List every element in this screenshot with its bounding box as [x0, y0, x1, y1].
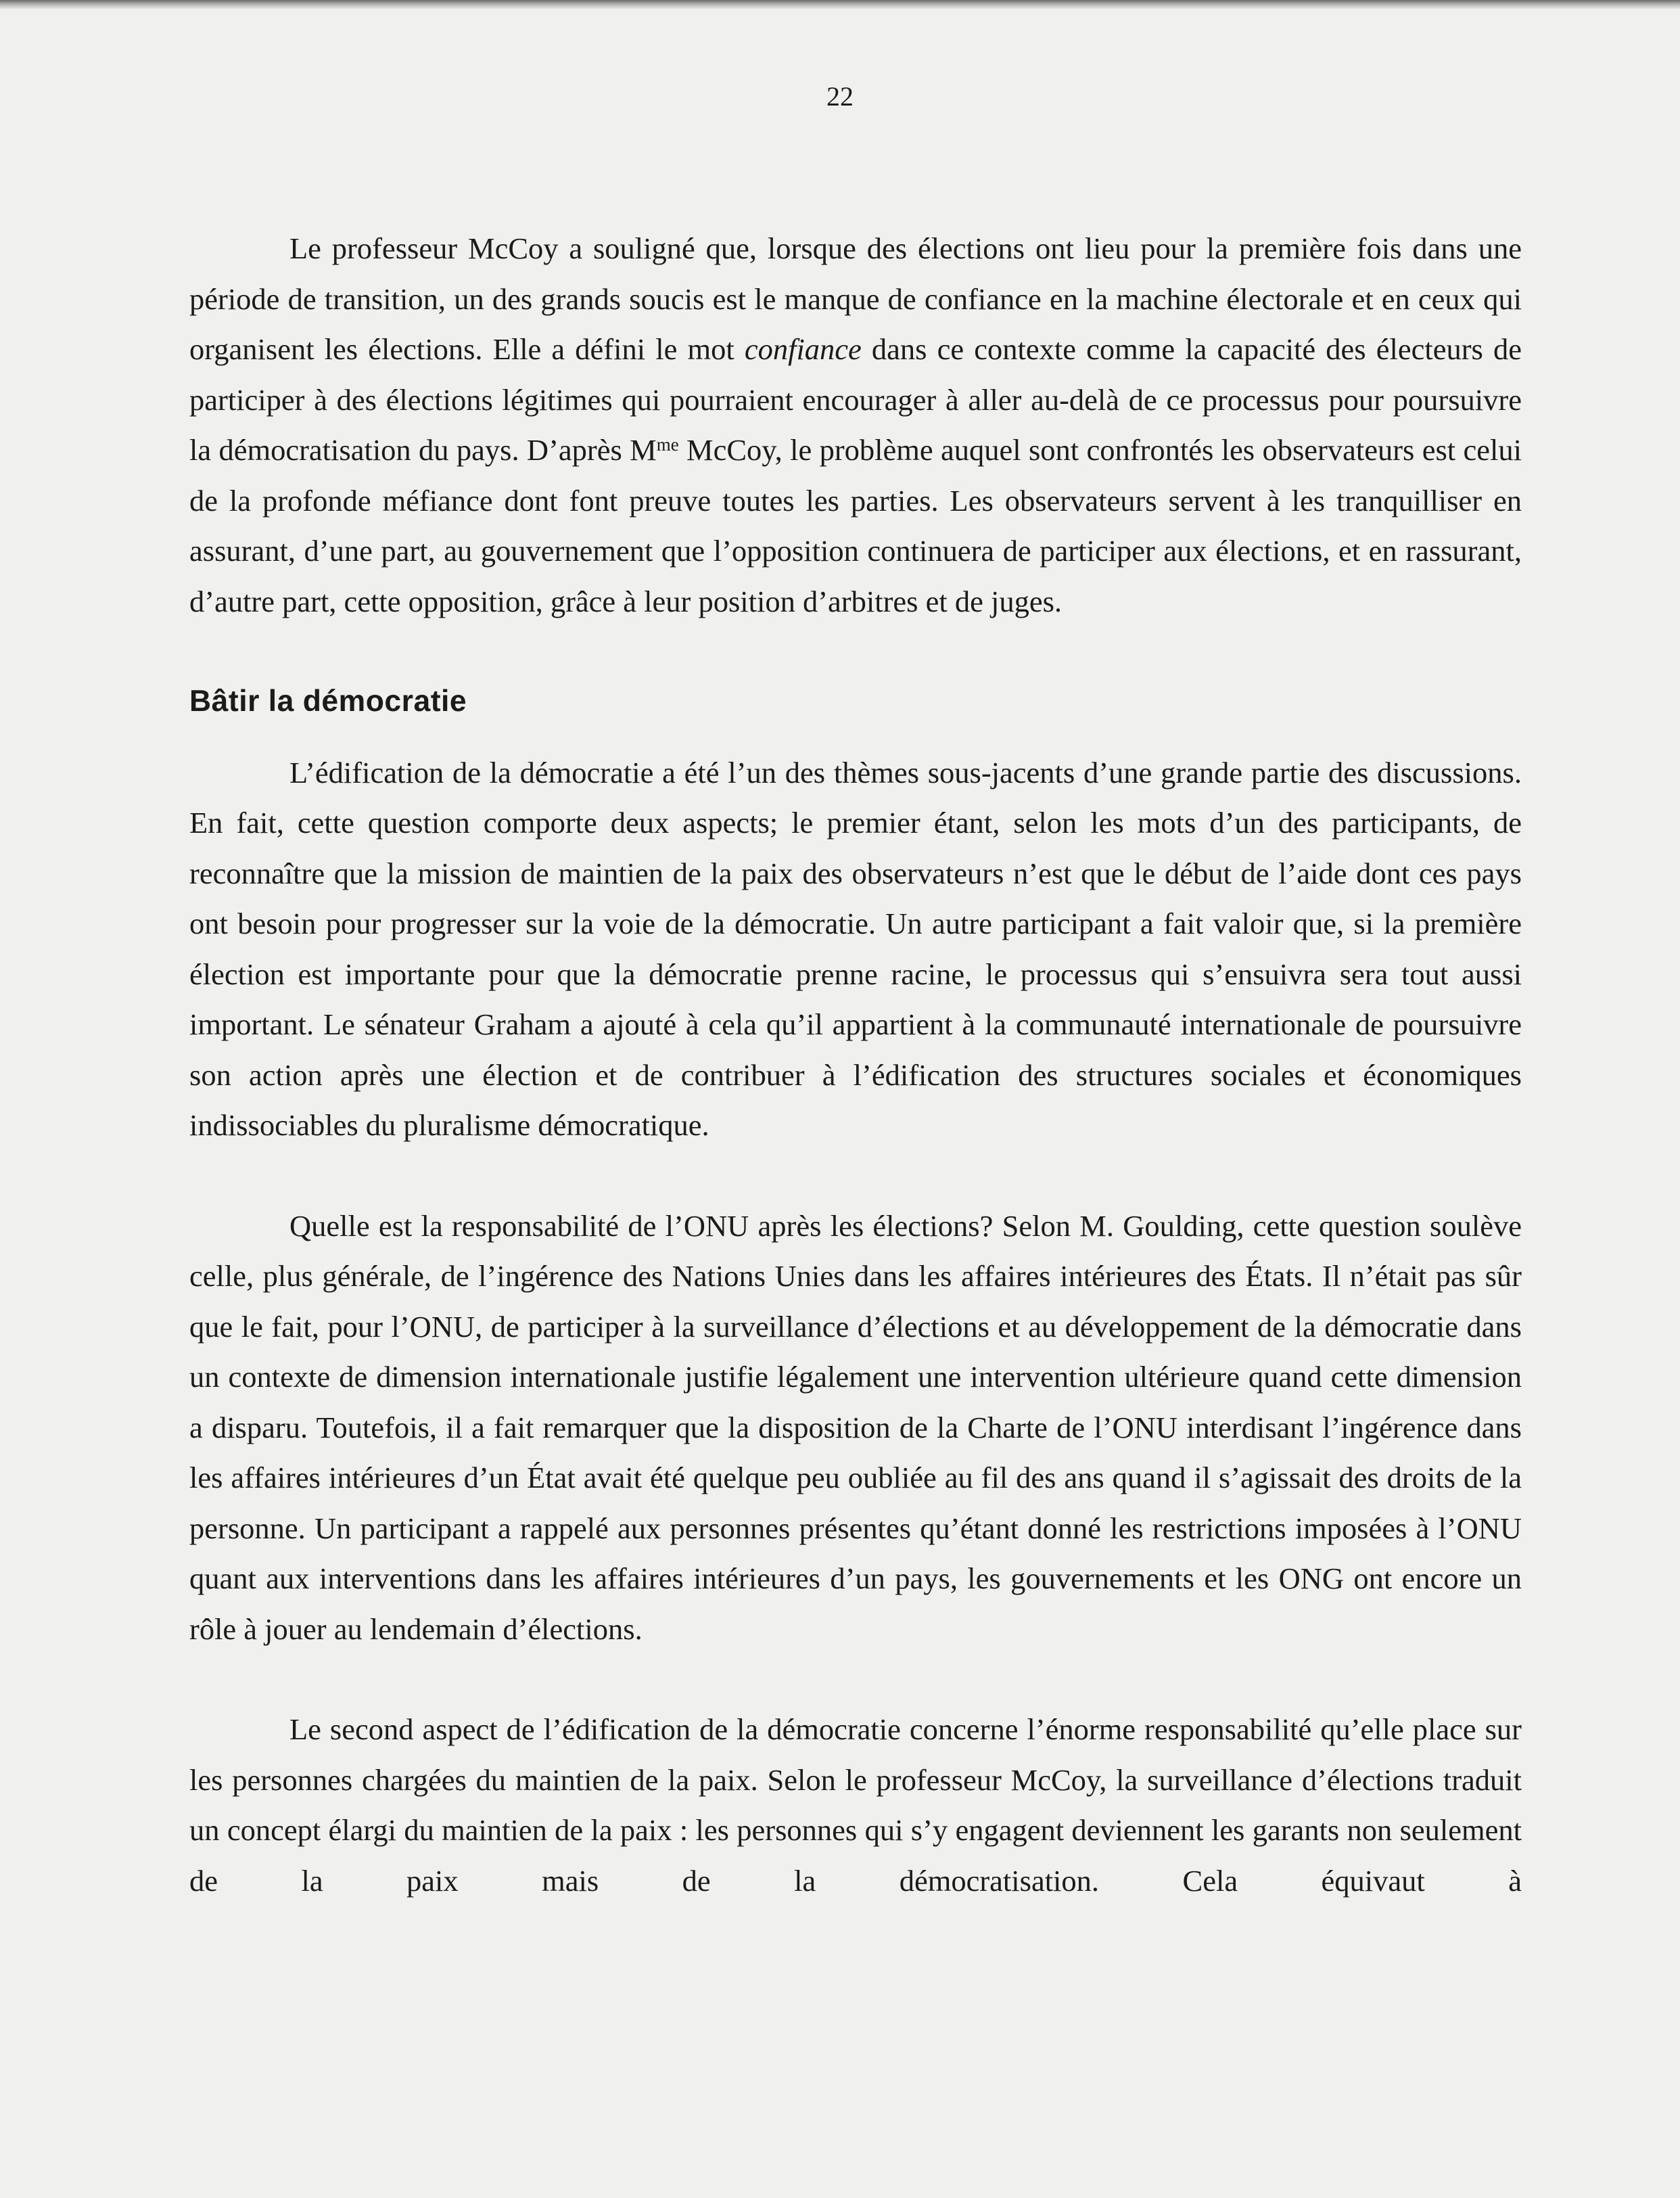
section-heading: Bâtir la démocratie — [189, 685, 467, 718]
superscript-title: me — [656, 434, 679, 455]
paragraph-second-aspect: Le second aspect de l’édification de la démocratie concerne l’énorme responsabilité qu’elle place sur les personnes chargées du maintien de la paix. Selon le professeur McCoy, la surveillance d’élections traduit un concept élargi du maintien de la paix : les personnes qui s’y engagent deviennent les garants non seulement de la paix mais de la démocratisation. Cela équivaut à — [189, 1712, 1522, 1898]
page-number: 22 — [826, 81, 854, 112]
paragraph-text: dans ce contexte comme la capacité des électeurs de participer à des élections légitimes qui pourraient encourager à aller au-delà de ce processus pour poursuivre la démocratisation du pays. D’après M — [189, 332, 1522, 467]
paragraph-text: Le professeur McCoy a souligné que, lorsque des élections ont lieu pour la première fois dans une période de transition, un des grands soucis est le manque de confiance en la machine électorale et en ceux qui organisent les élections. Elle a défini le mot — [189, 231, 1522, 366]
paragraph-text: McCoy, le problème auquel sont confrontés les observateurs est celui de la profonde méfiance dont font preuve toutes les parties. Les observateurs servent à les tranquilliser en assurant, d’une part, au gouvernement que l’opposition continuera de participer aux élections, et en rassurant, d’autre part, cette opposition, grâce à leur position d’arbitres et de juges. — [189, 433, 1522, 618]
body-text — [189, 223, 1522, 1906]
italic-term: confiance — [744, 332, 862, 366]
paragraph-building-democracy: L’édification de la démocratie a été l’un des thèmes sous-jacents d’une grande partie des discussions. En fait, cette question comporte deux aspects; le premier étant, selon les mots d’un des participants, de reconnaître que la mission de maintien de la paix des observateurs n’est que le début de l’aide dont ces pays ont besoin pour progresser sur la voie de la démocratie. Un autre participant a fait valoir que, si la première élection est importante pour que la démocratie prenne racine, le processus qui s’ensuivra sera tout aussi important. Le sénateur Graham a ajouté à cela qu’il appartient à la communauté internationale de poursuivre son action après une élection et de contribuer à l’édification des structures sociales et économiques indissociables du pluralisme démocratique. — [189, 755, 1522, 1142]
paragraph-mccoy-confidence — [189, 223, 1522, 626]
page-top-edge — [0, 0, 1680, 9]
paragraph-un-responsibility: Quelle est la responsabilité de l’ONU après les élections? Selon M. Goulding, cette question soulève celle, plus générale, de l’ingérence des Nations Unies dans les affaires intérieures des États. Il n’était pas sûr que le fait, pour l’ONU, de participer à la surveillance d’élections et au développement de la démocratie dans un contexte de dimension internationale justifie légalement une intervention ultérieure quand cette dimension a disparu. Toutefois, il a fait remarquer que la disposition de la Charte de l’ONU interdisant l’ingérence dans les affaires intérieures d’un État avait été quelque peu oubliée au fil des ans quand il s’agissait des droits de la personne. Un participant a rappelé aux personnes présentes qu’étant donné les restrictions imposées à l’ONU quant aux interventions dans les affaires intérieures d’un pays, les gouvernements et les ONG ont encore un rôle à jouer au lendemain d’élections. — [189, 1208, 1522, 1646]
